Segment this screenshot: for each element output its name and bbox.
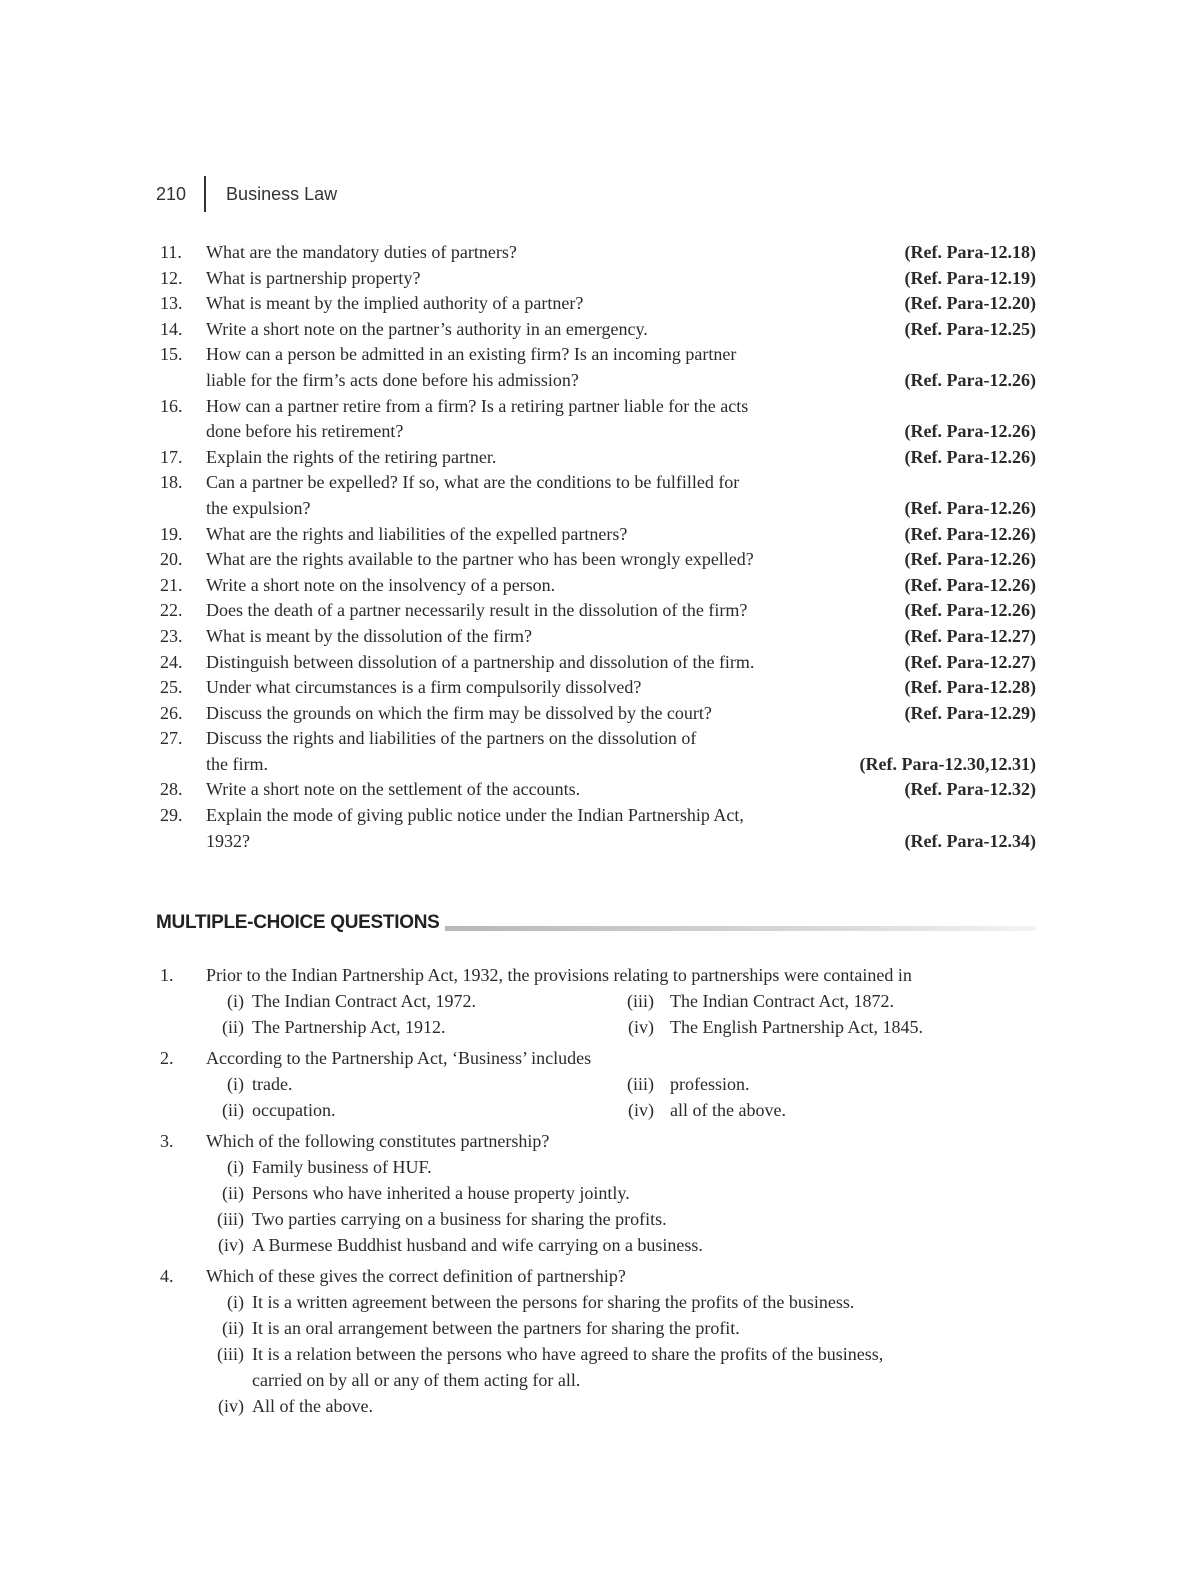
page-number: 210 — [156, 183, 187, 204]
option-text: trade. — [252, 1074, 293, 1094]
question-last-line — [206, 317, 1036, 343]
option-label-text: (i) — [227, 991, 244, 1011]
option-text: All of the above. — [252, 1396, 373, 1416]
reference: (Ref. Para-12.19) — [904, 267, 1036, 288]
mcq-options — [206, 1154, 1040, 1258]
review-questions-list — [160, 240, 1036, 854]
question-text: What is meant by the dissolution of the firm? — [206, 625, 532, 646]
question-number: 18. — [160, 472, 183, 493]
question-text: Write a short note on the insolvency of a person. — [206, 574, 556, 595]
review-question — [160, 624, 1036, 650]
question-text: Write a short note on the partner’s authority in an emergency. — [206, 318, 648, 339]
option-label — [206, 1180, 244, 1206]
mcq-item — [160, 1128, 1040, 1258]
question-text: What is meant by the implied authority of a partner? — [206, 293, 584, 314]
review-question — [160, 598, 1036, 624]
question-number: 27. — [160, 728, 183, 749]
mcq-question-text: Prior to the Indian Partnership Act, 1932, the provisions relating to partnerships were contained in — [206, 965, 912, 985]
question-last-line — [206, 829, 1036, 855]
reference: (Ref. Para-12.20) — [904, 293, 1036, 314]
mcq-question — [160, 1045, 1040, 1071]
question-body — [206, 675, 1036, 701]
question-last-line — [206, 573, 1036, 599]
question-text: Explain the rights of the retiring partner. — [206, 446, 497, 467]
mcq-options — [206, 1071, 1040, 1123]
review-question — [160, 522, 1036, 548]
question-last-line — [206, 291, 1036, 317]
option-text: It is an oral arrangement between the partners for sharing the profit. — [252, 1318, 740, 1338]
option-label — [206, 1341, 244, 1367]
review-question — [160, 675, 1036, 701]
reference: (Ref. Para-12.30,12.31) — [859, 753, 1036, 774]
question-text: Discuss the rights and liabilities of the partners on the dissolution of — [206, 728, 697, 749]
option-text: The Indian Contract Act, 1872. — [670, 991, 894, 1011]
review-question — [160, 547, 1036, 573]
option-text: Persons who have inherited a house property jointly. — [252, 1183, 630, 1203]
question-text: What are the rights available to the partner who has been wrongly expelled? — [206, 549, 754, 570]
option-label-text: (iii) — [217, 1344, 244, 1364]
question-body — [206, 573, 1036, 599]
question-number: 29. — [160, 805, 183, 826]
mcq-option — [206, 1341, 1040, 1367]
review-question — [160, 650, 1036, 676]
question-number: 25. — [160, 677, 183, 698]
mcq-option — [624, 988, 1040, 1014]
option-text: It is a relation between the persons who have agreed to share the profits of the business, — [252, 1344, 884, 1364]
question-body — [206, 394, 1036, 445]
review-question — [160, 803, 1036, 854]
reference: (Ref. Para-12.26) — [904, 421, 1036, 442]
question-text: Discuss the grounds on which the firm may be dissolved by the court? — [206, 702, 712, 723]
review-question — [160, 777, 1036, 803]
option-text: all of the above. — [670, 1100, 786, 1120]
question-last-line — [206, 368, 1036, 394]
running-header — [156, 176, 337, 212]
review-question — [160, 317, 1036, 343]
question-last-line — [206, 240, 1036, 266]
question-last-line — [206, 752, 1036, 778]
review-question — [160, 726, 1036, 777]
question-number: 13. — [160, 293, 183, 314]
option-label-text: (iii) — [217, 1209, 244, 1229]
question-number: 16. — [160, 395, 183, 416]
review-question — [160, 573, 1036, 599]
question-text: How can a partner retire from a firm? Is a retiring partner liable for the acts — [206, 395, 749, 416]
review-question — [160, 445, 1036, 471]
question-body — [206, 342, 1036, 393]
mcq-option — [206, 1315, 1040, 1341]
question-last-line — [206, 522, 1036, 548]
question-number: 17. — [160, 446, 183, 467]
mcq-option — [206, 1289, 1040, 1315]
review-question — [160, 394, 1036, 445]
option-label-text: (ii) — [222, 1318, 244, 1338]
question-number: 28. — [160, 779, 183, 800]
question-number: 24. — [160, 651, 183, 672]
option-label-text: (ii) — [222, 1183, 244, 1203]
mcq-question-text: According to the Partnership Act, ‘Business’ includes — [206, 1048, 592, 1068]
question-text: What are the mandatory duties of partners? — [206, 242, 517, 262]
question-number: 23. — [160, 625, 183, 646]
question-text: liable for the firm’s acts done before his admission? — [206, 369, 579, 390]
question-text: What is partnership property? — [206, 267, 421, 288]
question-body — [206, 701, 1036, 727]
question-body — [206, 445, 1036, 471]
mcq-option — [206, 1097, 624, 1123]
question-text: done before his retirement? — [206, 421, 404, 442]
mcq-question — [160, 962, 1040, 988]
mcq-number: 1. — [160, 965, 174, 985]
question-body — [206, 522, 1036, 548]
option-label — [206, 1071, 244, 1097]
option-label — [624, 988, 670, 1014]
option-label-text: (iv) — [218, 1235, 244, 1255]
question-last-line — [206, 675, 1036, 701]
question-number: 12. — [160, 267, 183, 288]
question-number: 22. — [160, 600, 183, 621]
reference: (Ref. Para-12.26) — [904, 523, 1036, 544]
option-label-text: (iii) — [627, 991, 654, 1011]
question-body — [206, 624, 1036, 650]
mcq-option — [206, 1232, 1040, 1258]
review-question — [160, 470, 1036, 521]
question-text: Distinguish between dissolution of a partnership and dissolution of the firm. — [206, 651, 755, 672]
option-label — [206, 1289, 244, 1315]
question-number: 11. — [160, 242, 182, 262]
question-number: 14. — [160, 318, 183, 339]
reference: (Ref. Para-12.27) — [904, 625, 1036, 646]
question-number: 20. — [160, 549, 183, 570]
option-label — [206, 1367, 244, 1393]
question-body — [206, 650, 1036, 676]
option-label-text: (iv) — [218, 1396, 244, 1416]
question-body — [206, 547, 1036, 573]
option-label — [206, 1232, 244, 1258]
option-text: It is a written agreement between the persons for sharing the profits of the business. — [252, 1292, 855, 1312]
reference: (Ref. Para-12.25) — [904, 318, 1036, 339]
mcq-option — [624, 1014, 1040, 1040]
reference: (Ref. Para-12.28) — [904, 677, 1036, 698]
reference: (Ref. Para-12.26) — [904, 497, 1036, 518]
option-text: The Indian Contract Act, 1972. — [252, 991, 476, 1011]
question-text: the firm. — [206, 753, 268, 774]
question-body — [206, 803, 1036, 854]
option-label — [206, 1014, 244, 1040]
question-body — [206, 598, 1036, 624]
option-label — [624, 1071, 670, 1097]
mcq-number: 2. — [160, 1048, 174, 1068]
option-label — [206, 1154, 244, 1180]
question-body — [206, 726, 1036, 777]
mcq-option — [624, 1097, 1040, 1123]
question-body — [206, 777, 1036, 803]
mcq-section-heading — [156, 912, 1036, 934]
mcq-question — [160, 1128, 1040, 1154]
header-divider — [204, 176, 206, 212]
question-last-line — [206, 777, 1036, 803]
option-text: profession. — [670, 1074, 750, 1094]
question-number: 26. — [160, 702, 183, 723]
question-last-line — [206, 624, 1036, 650]
mcq-question-text: Which of the following constitutes partnership? — [206, 1131, 550, 1151]
mcq-item — [160, 1045, 1040, 1123]
question-text: 1932? — [206, 830, 250, 851]
mcq-option — [206, 988, 624, 1014]
question-last-line — [206, 701, 1036, 727]
question-last-line — [206, 547, 1036, 573]
heading-rule — [445, 926, 1036, 931]
reference: (Ref. Para-12.26) — [904, 446, 1036, 467]
question-text: the expulsion? — [206, 497, 311, 518]
reference: (Ref. Para-12.32) — [904, 779, 1036, 800]
option-label-text: (iii) — [627, 1074, 654, 1094]
option-label-text: (iv) — [628, 1100, 654, 1120]
review-question — [160, 266, 1036, 292]
question-body — [206, 317, 1036, 343]
mcq-item — [160, 1263, 1040, 1419]
mcq-list — [160, 962, 1040, 1424]
review-question — [160, 342, 1036, 393]
mcq-option — [206, 1071, 624, 1097]
reference: (Ref. Para-12.27) — [904, 651, 1036, 672]
review-question — [160, 701, 1036, 727]
question-last-line — [206, 266, 1036, 292]
mcq-option — [206, 1393, 1040, 1419]
question-text: Write a short note on the settlement of the accounts. — [206, 779, 581, 800]
option-label — [206, 1206, 244, 1232]
reference: (Ref. Para-12.18) — [904, 242, 1036, 262]
question-text: Explain the mode of giving public notice under the Indian Partnership Act, — [206, 805, 744, 826]
mcq-item — [160, 962, 1040, 1040]
question-text: Under what circumstances is a firm compulsorily dissolved? — [206, 677, 642, 698]
option-text: A Burmese Buddhist husband and wife carrying on a business. — [252, 1235, 703, 1255]
option-label-text: (iv) — [628, 1017, 654, 1037]
option-text: occupation. — [252, 1100, 336, 1120]
option-text: Family business of HUF. — [252, 1157, 432, 1177]
option-label — [624, 1097, 670, 1123]
reference: (Ref. Para-12.29) — [904, 702, 1036, 723]
question-text: How can a person be admitted in an existing firm? Is an incoming partner — [206, 344, 737, 365]
question-body — [206, 291, 1036, 317]
mcq-option — [206, 1206, 1040, 1232]
mcq-options — [206, 988, 1040, 1040]
question-text: Does the death of a partner necessarily result in the dissolution of the firm? — [206, 600, 748, 621]
mcq-options — [206, 1289, 1040, 1419]
reference: (Ref. Para-12.26) — [904, 369, 1036, 390]
question-text: What are the rights and liabilities of the expelled partners? — [206, 523, 628, 544]
option-label-text: (i) — [227, 1074, 244, 1094]
option-label-text: (ii) — [222, 1100, 244, 1120]
reference: (Ref. Para-12.26) — [904, 600, 1036, 621]
question-last-line — [206, 445, 1036, 471]
question-last-line — [206, 598, 1036, 624]
question-last-line — [206, 650, 1036, 676]
question-body — [206, 470, 1036, 521]
mcq-option — [206, 1180, 1040, 1206]
mcq-option-continuation — [206, 1367, 1040, 1393]
reference: (Ref. Para-12.26) — [904, 574, 1036, 595]
option-text: carried on by all or any of them acting for all. — [252, 1370, 581, 1390]
question-number: 19. — [160, 523, 183, 544]
mcq-option — [206, 1014, 624, 1040]
option-label-text: (i) — [227, 1292, 244, 1312]
question-last-line — [206, 496, 1036, 522]
option-text: The Partnership Act, 1912. — [252, 1017, 446, 1037]
book-title: Business Law — [226, 183, 338, 204]
mcq-heading-title: MULTIPLE-CHOICE QUESTIONS — [156, 912, 440, 933]
option-label — [206, 988, 244, 1014]
mcq-number: 4. — [160, 1266, 174, 1286]
option-label — [206, 1097, 244, 1123]
question-body — [206, 266, 1036, 292]
option-label — [624, 1014, 670, 1040]
option-label — [206, 1315, 244, 1341]
option-label-text: (ii) — [222, 1017, 244, 1037]
mcq-option — [206, 1154, 1040, 1180]
reference: (Ref. Para-12.34) — [904, 830, 1036, 851]
option-label-text: (i) — [227, 1157, 244, 1177]
option-text: The English Partnership Act, 1845. — [670, 1017, 923, 1037]
mcq-option — [624, 1071, 1040, 1097]
mcq-number: 3. — [160, 1131, 174, 1151]
question-number: 21. — [160, 574, 183, 595]
question-last-line — [206, 419, 1036, 445]
option-text: Two parties carrying on a business for sharing the profits. — [252, 1209, 667, 1229]
mcq-question-text: Which of these gives the correct definition of partnership? — [206, 1266, 626, 1286]
review-question — [160, 291, 1036, 317]
question-text: Can a partner be expelled? If so, what are the conditions to be fulfilled for — [206, 472, 740, 493]
reference: (Ref. Para-12.26) — [904, 549, 1036, 570]
option-label — [206, 1393, 244, 1419]
mcq-question — [160, 1263, 1040, 1289]
question-number: 15. — [160, 344, 183, 365]
review-question — [160, 240, 1036, 266]
question-body — [206, 240, 1036, 266]
